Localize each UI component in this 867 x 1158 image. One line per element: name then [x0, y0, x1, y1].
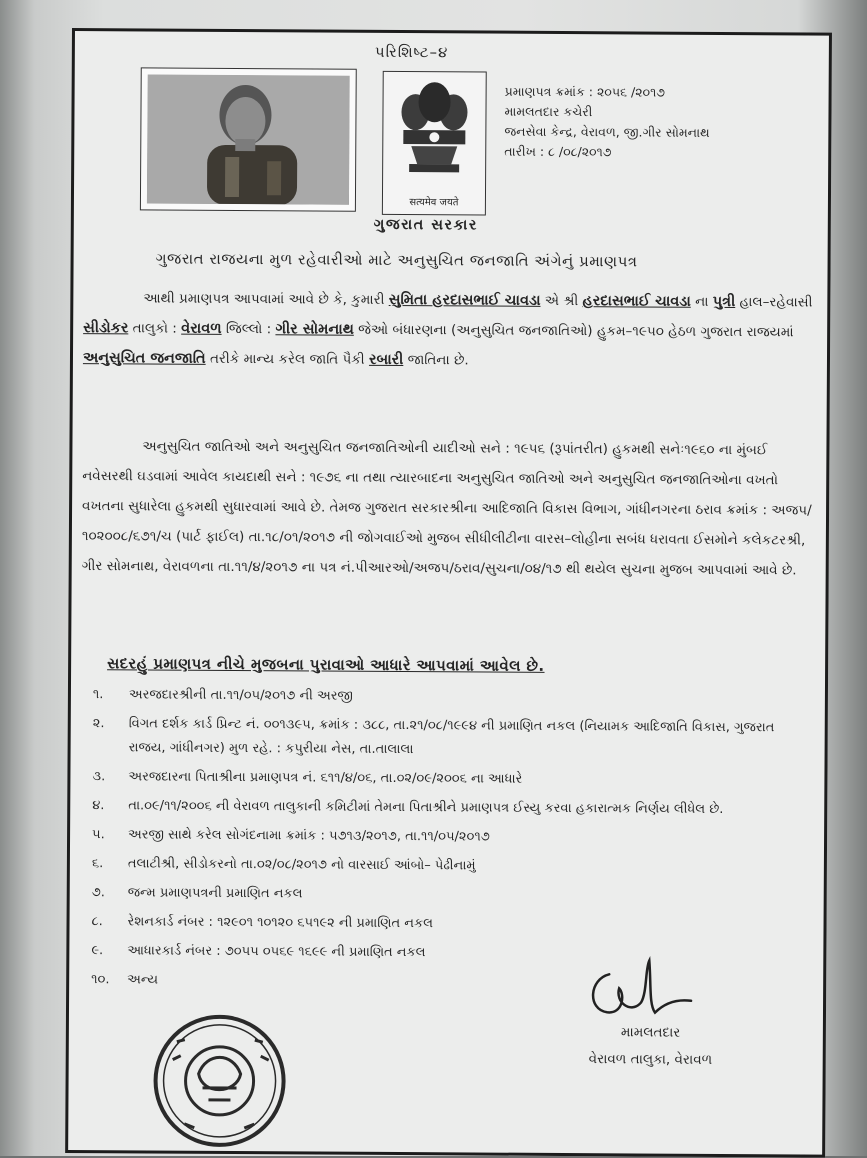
emblem-motto: सत्यमेव जयते [409, 197, 459, 209]
list-item [92, 881, 812, 909]
tribe-category: અનુસુચિત જનજાતિ [82, 350, 206, 367]
p1-text-h: તરીકે માન્ય કરેલ જાતિ પૈકી [205, 350, 370, 368]
government-name: ગુજરાત સરકાર [373, 216, 478, 234]
evidence-heading: સદરહું પ્રમાણપત્ર નીચે મુજબના પુરાવાઓ આધારે આપવામાં આવેલ છે. [107, 654, 545, 675]
office-name: મામલતદાર કચેરી [504, 103, 593, 120]
item-text: અન્ય [127, 972, 159, 988]
issue-date: તારીખ : ૮ /૦૮/૨૦૧૭ [504, 143, 612, 160]
village-name: સીડોકર [83, 320, 129, 337]
lion-capital-icon [383, 72, 486, 193]
caste-name: રબારી [368, 351, 404, 369]
item-text: તલાટીશ્રી, સીડોકરનો તા.૦૨/૦૮/૨૦૧૭ નો વારસાઈ આંબો– પેઢીનામું [127, 856, 476, 874]
item-number: ૪. [92, 798, 105, 814]
item-text: આધારકાર્ડ નંબર : ૭૦૫૫ ૦૫૬૯ ૧૬૯૯ ની પ્રમાણિત નકલ [127, 943, 426, 961]
officer-block [589, 1019, 713, 1074]
item-text: અરજી સાથે કરેલ સોગંદનામા ક્રમાંક : ૫૭૧૩/૨૦૧૭, તા.૧૧/૦૫/૨૦૧૭ [128, 827, 490, 845]
relation: પુત્રી [712, 293, 736, 311]
list-item [91, 910, 811, 938]
certificate-body-paragraph-1 [83, 283, 814, 377]
item-number: ૭. [91, 885, 105, 901]
district-name: ગીર સોમનાથ [275, 321, 354, 338]
list-item [92, 794, 812, 822]
officer-place: વેરાવળ તાલુકા, વેરાવળ [588, 1051, 713, 1068]
item-number: ૯. [91, 943, 104, 959]
certificate-meta [504, 82, 710, 163]
list-item [91, 939, 811, 967]
item-number: ૨. [92, 716, 105, 732]
p1-text-d: હાલ–રહેવાસી [735, 294, 813, 311]
list-item [93, 712, 813, 764]
item-text: અરજદારશ્રીની તા.૧૧/૦૫/૨૦૧૭ ની અરજી [128, 687, 353, 704]
item-number: ૮. [91, 914, 103, 930]
list-item [91, 968, 811, 996]
applicant-name: સુમિતા હરદાસભાઈ ચાવડા [388, 291, 541, 309]
list-item [92, 765, 812, 793]
officer-title: મામલતદાર [620, 1024, 681, 1041]
item-number: ૬. [91, 856, 104, 872]
official-seal-stamp [150, 1012, 289, 1151]
p2-text: અનુસુચિત જાતિઓ અને અનુસુચિત જનજાતિઓની યાદીઓ સને : ૧૯૫૬ (રૂપાંતરીત) હુકમથી સનેઃ૧૯૬૦ ના મુંબઈ નવેસરથી ઘડવામાં આવેલ કાયદાથી સને : ૧૯૭૬ ના તથા ત્યારબાદના અનુસુચિત જાતિઓ અને અનુસુચિત જનજાતિઓના વખતો વખતના સુધારેલા હુકમથી સુધારવામાં આવે છે. તેમજ ગુજરાત સરકારશ્રીના આદિજાતિ વિકાસ વિભાગ, ગાંધીનગરના ઠરાવ ક્રમાંક : અજપ/૧૦૨૦૦૮/૬૭૧/ચ (પાર્ટ ફાઈલ) તા.૧૮/૦૧/૨૦૧૭ ની જોગવાઈઓ મુજબ સીધીલીટીના વારસ–લોહીના સબંધ ધરાવતા ઈસમોને કલેકટરશ્રી, ગીર સોમનાથ, વેરાવળના તા.૧૧/૪/૨૦૧૭ ના પત્ર નં.પીઆરઓ/અજપ/ઠરાવ/સુચના/૦૪/૧૭ થી થયેલ સુચના મુજબ આપવામાં આવે છે. [81, 438, 812, 579]
list-item [92, 823, 812, 851]
item-text: અરજદારના પિતાશ્રીના પ્રમાણપત્ર નં. ૬૧૧/૪/૦૬, તા.૦૨/૦૯/૨૦૦૬ ના આધારે [128, 769, 523, 787]
p1-text-a: આથી પ્રમાણપત્ર આપવામાં આવે છે કે, કુમારી [143, 290, 389, 308]
officer-signature [579, 954, 699, 1025]
certificate-number: પ્રમાણપત્ર ક્રમાંક : ૨૦૫૬ /૨૦૧૭ [504, 83, 665, 100]
certificate-title: ગુજરાત રાજયના મુળ રહેવારીઓ માટે અનુસુચિત જનજાતિ અંગેનું પ્રમાણપત્ર [155, 249, 638, 271]
certificate-page [65, 28, 832, 1158]
item-text: જન્મ પ્રમાણપત્રની પ્રમાણિત નકલ [127, 885, 303, 902]
p1-text-c: ના [690, 293, 713, 310]
item-text: વિગત દર્શક કાર્ડ પ્રિન્ટ નં. ૦૦૧૩૯૫, ક્રમાંક : ૩૮૮, તા.૨૧/૦૮/૧૯૯૪ ની પ્રમાણિત નકલ (નિયામક આદિજાતિ વિકાસ, ગુજરાત રાજય, ગાંધીનગર) મુળ રહે. : કપુરીયા નેસ, તા.તાલાલા [128, 716, 775, 758]
evidence-list [91, 683, 813, 1001]
item-number: ૧. [92, 687, 104, 703]
p1-text-b: એ શ્રી [540, 292, 583, 310]
item-text: તા.૦૯/૧૧/૨૦૦૬ ની વેરાવળ તાલુકાની કમિટીમાં તેમના પિતાશ્રીને પ્રમાણપત્ર ઈસ્યુ કરવા હકારાત્મક નિર્ણય લીધેલ છે. [128, 798, 724, 817]
list-item [93, 683, 813, 711]
list-item [92, 852, 812, 880]
item-text: રેશનકાર્ડ નંબર : ૧૨૯૦૧ ૧૦૧૨૦ ૬૫૧૯૨ ની પ્રમાણિત નકલ [127, 914, 434, 932]
p1-text-i: જાતિના છે. [403, 352, 469, 369]
p1-text-f: જિલ્લો : [221, 320, 276, 338]
item-number: ૫. [92, 827, 105, 843]
p1-text-e: તાલુકો : [128, 320, 182, 337]
item-number: ૧૦. [91, 972, 110, 988]
applicant-photo [140, 67, 357, 211]
annex-label: પરિશિષ્ટ–૪ [374, 42, 449, 62]
father-name: હરદાસભાઈ ચાવડા [582, 293, 691, 310]
taluka-name: વેરાવળ [181, 320, 222, 337]
item-number: ૩. [92, 769, 106, 785]
national-emblem [382, 71, 487, 216]
portrait-image [147, 74, 350, 204]
certificate-body-paragraph-2 [82, 431, 813, 585]
p1-text-g: જેઓ બંધારણના (અનુસુચિત જનજાતિઓ) હુકમ–૧૯૫૦ હેઠળ ગુજરાત રાજયમાં [353, 321, 794, 341]
office-center: જનસેવા કેન્દ્ર, વેરાવળ, જી.ગીર સોમનાથ [504, 123, 710, 140]
